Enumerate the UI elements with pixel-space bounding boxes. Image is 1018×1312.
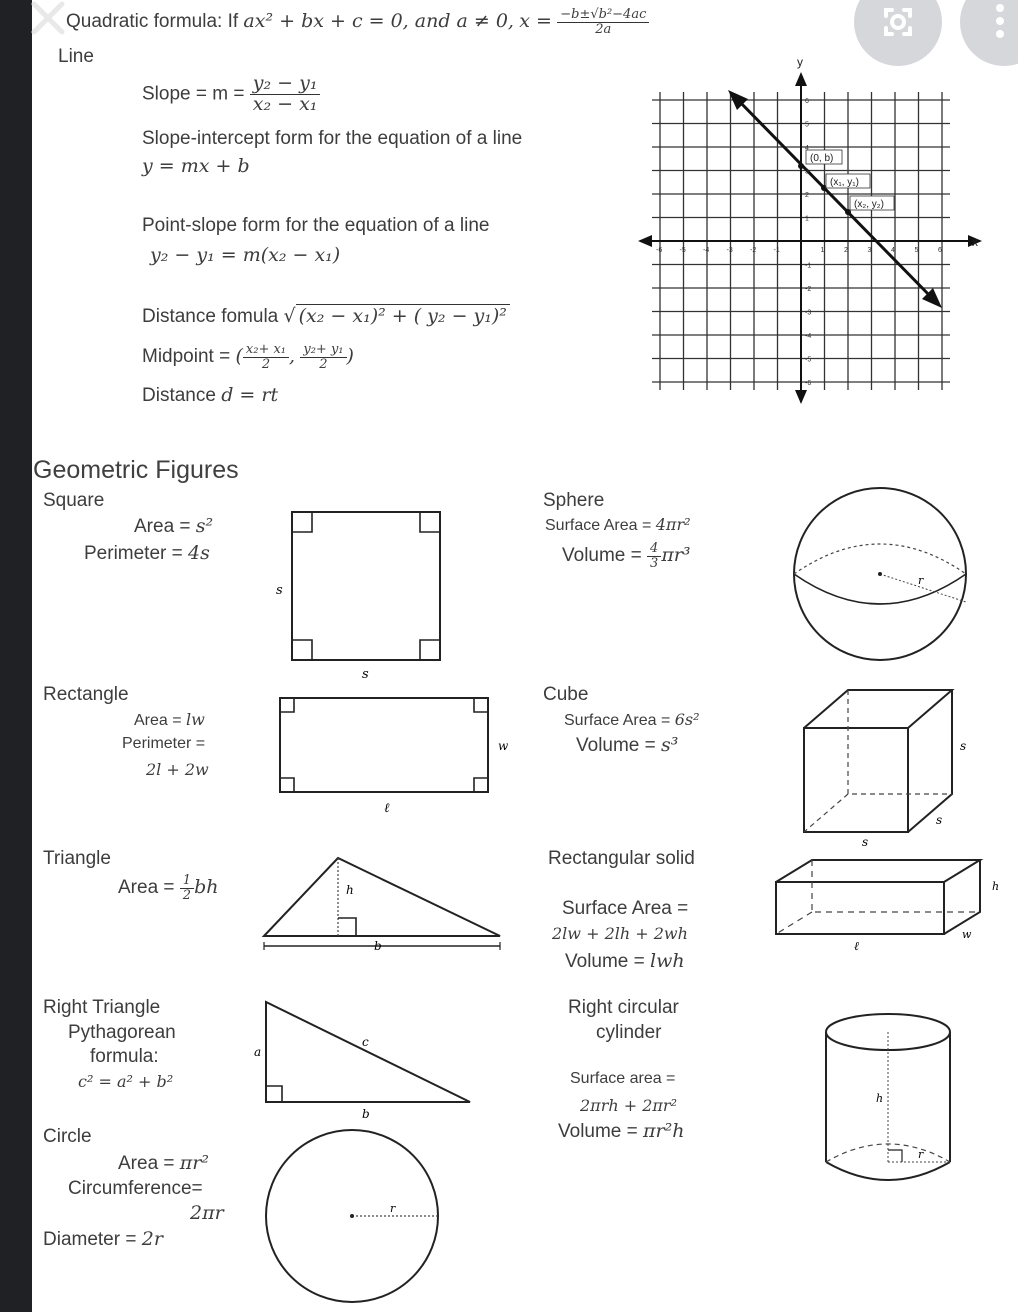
rect-solid-sa-label: Surface Area = (562, 898, 689, 919)
cylinder-volume: Volume = πr²h (558, 1120, 685, 1142)
x-tick-label: 3 (867, 247, 872, 254)
right-triangle-figure (250, 996, 480, 1122)
y-axis-arrow-down (795, 390, 807, 404)
y-tick-label: 3 (805, 168, 809, 176)
line-graph (638, 50, 988, 410)
circle-circumference-label: Circumference= (68, 1178, 203, 1199)
cube-surface-area: Surface Area = 6s² (564, 710, 700, 729)
triangle-area: Area = $\frac{1}{2}$ bh (118, 873, 219, 903)
rectangle-area: Area = lw (134, 710, 205, 729)
x-axis-label: x (972, 235, 978, 249)
triangle-figure (258, 852, 508, 962)
y-tick-label: -5 (805, 356, 812, 364)
circle-circumference-expr: 2πr (190, 1202, 224, 1224)
rectangle-perimeter-label: Perimeter = (122, 735, 206, 752)
right-triangle-sub2: formula: (90, 1046, 159, 1067)
cube-figure (796, 684, 986, 854)
line-title: Line (58, 46, 94, 67)
square-side-label: s (276, 583, 283, 598)
triangle-b-label: b (374, 939, 382, 953)
close-icon (0, 0, 64, 38)
y-tick-label: 6 (805, 98, 809, 105)
point-slope-label: Point-slope form for the equation of a line (142, 215, 490, 236)
sphere-title: Sphere (543, 490, 605, 511)
right-triangle-sub1: Pythagorean (68, 1022, 176, 1043)
sphere-r-label: r (918, 574, 924, 587)
rectangle-w-label: w (498, 739, 509, 753)
y-tick-label: 5 (805, 121, 809, 129)
x-tick-label: -4 (703, 247, 710, 254)
y-tick-label: 1 (805, 215, 809, 223)
rect-solid-sa-expr: 2lw + 2lh + 2wh (552, 924, 688, 943)
y-tick-label: -4 (805, 333, 812, 340)
rectangle-l-label: ℓ (384, 801, 390, 816)
y-axis-label: y (797, 55, 803, 69)
triangle-title: Triangle (43, 848, 111, 869)
x-tick-label: -2 (750, 247, 757, 254)
slope-intercept-label: Slope-intercept form for the equation of a line (142, 128, 523, 149)
x-axis-arrow-left (638, 235, 652, 247)
right-triangle-title: Right Triangle (43, 997, 161, 1018)
geometric-figures-title: Geometric Figures (33, 456, 239, 484)
square-figure (270, 506, 450, 686)
label-point-b: (0, b) (810, 153, 834, 164)
rect-solid-volume: Volume = lwh (565, 950, 685, 972)
square-bottom-label: s (362, 667, 369, 682)
cube-s-label: s (960, 739, 967, 753)
square-title: Square (43, 490, 105, 511)
rect-solid-h-label: h (992, 880, 1000, 893)
right-triangle-a-label: a (254, 1045, 262, 1059)
cylinder-r-label: r (918, 1148, 924, 1161)
close-button[interactable] (0, 0, 64, 38)
triangle-h-label: h (346, 883, 354, 897)
square-area: Area = s² (134, 515, 214, 537)
point-slope-eq: y₂ − y₁ = m(x₂ − x₁) (150, 244, 341, 266)
pythagorean-formula: c² = a² + b² (78, 1072, 174, 1091)
cube-title: Cube (543, 684, 589, 705)
rect-solid-w-label: w (962, 928, 972, 941)
rect-solid-figure (770, 854, 1010, 954)
x-tick-label: -1 (773, 247, 780, 254)
cylinder-sa-expr: 2πrh + 2πr² (580, 1096, 677, 1115)
y-tick-label: -3 (805, 309, 812, 317)
y-tick-label: -2 (805, 286, 812, 293)
quadratic-formula: Quadratic formula: If ax² + bx + c = 0, and a ≠ 0, x = $\frac{\text{−b±√b²−4ac}}{2a}$ (66, 8, 649, 36)
y-tick-label: -1 (805, 262, 812, 270)
plotted-line (736, 98, 934, 300)
slope-intercept-eq: y = mx + b (142, 155, 250, 177)
rect-solid-l-label: ℓ (854, 939, 859, 953)
x-tick-label: 1 (820, 247, 825, 254)
right-triangle-b-label: b (362, 1107, 370, 1121)
rect-solid-title: Rectangular solid (548, 848, 695, 869)
distance-formula: Distance fomula √ (x₂ − x₁)² + ( y₂ − y₁)² (142, 305, 510, 328)
y-tick-label: 4 (805, 145, 809, 152)
cylinder-title-1: Right circular (568, 997, 679, 1018)
cylinder-figure (818, 1010, 968, 1196)
cylinder-sa-label: Surface area = (570, 1070, 676, 1087)
square-perimeter: Perimeter = 4s (84, 542, 210, 564)
label-point-2: (x₂, y₂) (854, 199, 884, 210)
distance-rate-formula: Distance d = rt (142, 384, 279, 406)
x-tick-label: 2 (844, 247, 848, 254)
x-tick-label: 5 (914, 247, 919, 254)
x-tick-label: 6 (938, 247, 942, 254)
right-triangle-c-label: c (362, 1035, 369, 1049)
x-tick-label: 4 (891, 247, 895, 254)
x-tick-label: -3 (726, 247, 733, 254)
circle-r-label: r (390, 1202, 396, 1215)
cube-volume: Volume = s³ (576, 734, 679, 756)
cube-s3-label: s (862, 835, 869, 849)
slope-formula: Slope = m = $\frac{\text{y₂ − y₁}}{\text{x₂ − x₁}}$ (142, 74, 320, 115)
y-tick-label: -6 (805, 380, 812, 387)
rectangle-perimeter-expr: 2l + 2w (146, 760, 209, 779)
circle-area: Area = πr² (118, 1152, 209, 1174)
circle-figure (262, 1126, 452, 1310)
midpoint-formula: Midpoint = ( $\frac{\text{x₂+ x₁}}{2}$ , $\frac{\text{y₂+ y₁}}{2}$ ) (142, 342, 354, 372)
circle-title: Circle (43, 1126, 92, 1147)
x-tick-label: -5 (679, 247, 686, 254)
circle-diameter: Diameter = 2r (43, 1228, 163, 1250)
rectangle-figure (270, 694, 520, 824)
sphere-figure (790, 484, 980, 668)
cube-s2-label: s (936, 813, 943, 827)
y-tick-label: 2 (805, 192, 809, 199)
sphere-volume: Volume = $\frac{4}{3}$ πr³ (562, 541, 691, 571)
point-b (798, 163, 804, 169)
rectangle-title: Rectangle (43, 684, 129, 705)
sphere-surface-area: Surface Area = 4πr² (545, 515, 691, 534)
y-axis-arrow-up (795, 72, 807, 86)
label-point-1: (x₁, y₁) (830, 177, 859, 188)
x-tick-label: -6 (656, 247, 663, 254)
cylinder-h-label: h (876, 1092, 884, 1105)
cylinder-title-2: cylinder (596, 1022, 662, 1043)
